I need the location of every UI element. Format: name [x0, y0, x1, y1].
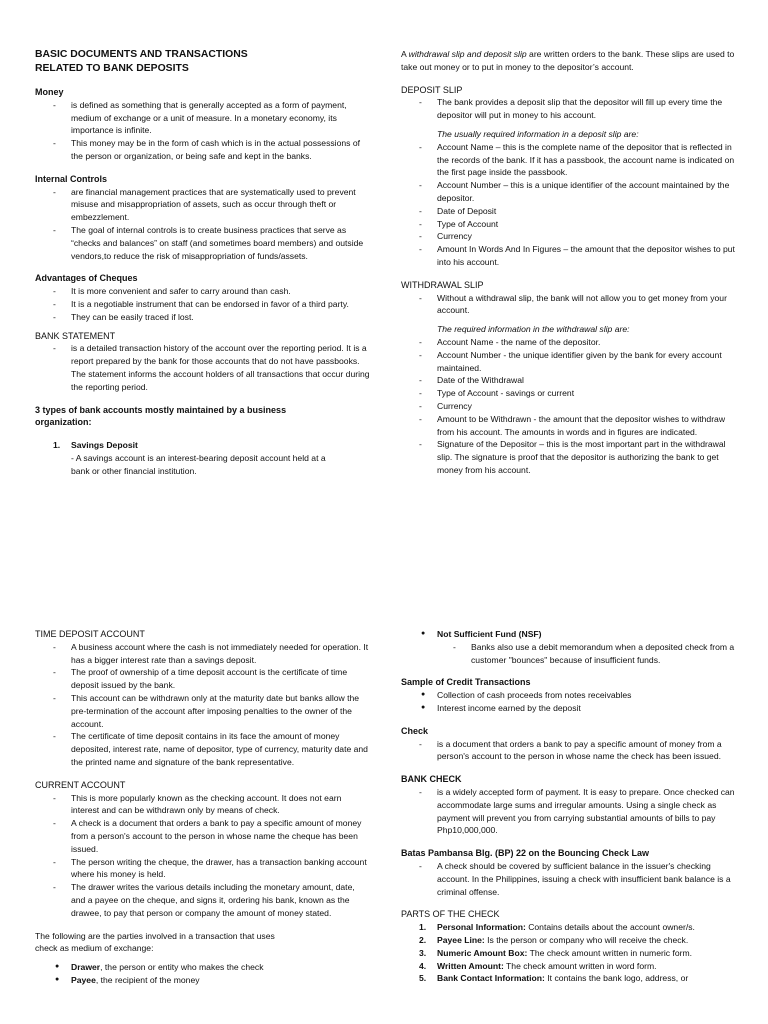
list-item: - The goal of internal controls is to create business practices that serve as “checks and balances” on staff (and sometimes board members) and outside vendors,to reduce the risk of misappropriation of funds/assets.: [35, 224, 370, 262]
document-title: BASIC DOCUMENTS AND TRANSACTIONS RELATED TO BANK DEPOSITS: [35, 49, 248, 74]
list-item: 4. Written Amount: The check amount written in word form.: [419, 960, 657, 971]
list-item: ● Payee, the recipient of the money: [35, 974, 370, 987]
list-item: - A business account where the cash is not immediately needed for operation. It has a bigger interest rate than a savings deposit.: [35, 641, 370, 667]
parts-of-check-heading: PARTS OF THE CHECK: [401, 909, 500, 920]
list-item: 3. Numeric Amount Box: The check amount written in numeric form.: [419, 947, 693, 958]
savings-deposit-text: - A savings account is an interest-bearing deposit account held at a bank or other financial institution.: [71, 452, 326, 476]
check-heading: Check: [401, 725, 429, 736]
account-types-heading: 3 types of bank accounts mostly maintained by a business organization:: [35, 404, 287, 428]
bank-check-list: [401, 786, 736, 837]
list-item: - Account Name - the name of the depositor.: [401, 336, 736, 349]
list-item: - is a document that orders a bank to pay a specific amount of money from a person's account to the person in whose name the check has been issued.: [401, 738, 736, 764]
internal-controls-heading: Internal Controls: [35, 173, 108, 184]
list-item: - Currency: [401, 400, 736, 413]
list-item: - The drawer writes the various details including the monetary amount, date, and a payee on the cheque, and signs it, ordering his bank, known as the drawee, to pay that person or company the amount of money stated.: [35, 881, 370, 919]
time-deposit-heading: TIME DEPOSIT ACCOUNT: [35, 629, 145, 639]
list-item: ● Drawer, the person or entity who makes the check: [35, 961, 370, 974]
account-types-list: [35, 439, 370, 477]
deposit-slip-info-list: [401, 141, 736, 269]
nsf-sublist: [401, 641, 736, 667]
cheques-heading: Advantages of Cheques: [35, 273, 138, 284]
cheques-list: [35, 285, 370, 323]
money-list: [35, 99, 370, 163]
list-item: - is defined as something that is generally accepted as a form of payment, medium of exchange or a unit of measure. In a monetary economy, its importance is infinite.: [35, 99, 370, 137]
nsf-list: [401, 628, 736, 641]
slips-intro: A withdrawal slip and deposit slip are written orders to the bank. These slips are used to take out money or to put in money to the depositor’s account.: [401, 49, 735, 72]
page1-right-column: [401, 48, 736, 477]
credit-transactions-heading: Sample of Credit Transactions: [401, 677, 531, 688]
deposit-slip-list: [401, 96, 736, 122]
list-item: - This money may be in the form of cash which is in the actual possessions of the person or organization, or being safe and kept in the banks.: [35, 137, 370, 163]
bank-statement-heading: BANK STATEMENT: [35, 330, 116, 341]
list-item: - This account can be withdrawn only at the maturity date but banks allow the pre-termination of the account after imposing penalties to the owner of the account.: [35, 692, 370, 730]
bank-check-heading: BANK CHECK: [401, 774, 462, 785]
list-item: 5. Bank Contact Information: It contains the bank logo, address, or: [419, 973, 689, 984]
bp22-list: [401, 860, 736, 898]
money-heading: Money: [35, 87, 64, 97]
bp22-heading: Batas Pambansa Blg. (BP) 22 on the Bouncing Check Law: [401, 848, 650, 859]
list-item: - The bank provides a deposit slip that the depositor will fill up every time the depositor will put in money to his account.: [401, 96, 736, 122]
page2-right-column: [401, 628, 736, 985]
parts-of-check-list: [401, 921, 736, 985]
withdrawal-slip-heading: WITHDRAWAL SLIP: [401, 279, 484, 290]
list-item: - is a detailed transaction history of the account over the reporting period. It is a report prepared by the bank for those accounts that do not have passbooks. The statement informs the account holders of all transactions that occur during the reporting period.: [35, 342, 370, 393]
list-item: - Amount to be Withdrawn - the amount that the depositor wishes to withdraw from his account. The amounts in words and in figures are indicated.: [401, 413, 736, 439]
list-item: - The person writing the cheque, the drawer, has a transaction banking account where his money is held.: [35, 856, 370, 882]
list-item: - They can be easily traced if lost.: [35, 311, 370, 324]
internal-controls-list: [35, 186, 370, 263]
list-item: - Date of Deposit: [401, 205, 736, 218]
list-item: - A check is a document that orders a bank to pay a specific amount of money from a person's account to the person in whose name the cheque has been issued.: [35, 817, 370, 855]
list-item: - The proof of ownership of a time deposit account is the certificate of time deposit issued by the bank.: [35, 666, 370, 692]
list-item: - Type of Account - savings or current: [401, 387, 736, 400]
deposit-slip-heading: DEPOSIT SLIP: [401, 84, 463, 95]
list-item: - Account Number – this is a unique identifier of the account maintained by the depositor.: [401, 179, 736, 205]
current-account-heading: CURRENT ACCOUNT: [35, 779, 126, 790]
deposit-slip-info-intro: The usually required information in a deposit slip are:: [437, 128, 639, 139]
time-deposit-list: [35, 641, 370, 769]
list-item: - A check should be covered by sufficient balance in the issuer's checking account. In the Philippines, issuing a check with insufficient bank balance is a criminal offense.: [401, 860, 736, 898]
list-item: - Currency: [401, 230, 736, 243]
savings-deposit-title: Savings Deposit: [71, 440, 138, 451]
list-item: - This is more popularly known as the checking account. It does not earn interest and can be withdrawn only by means of check.: [35, 792, 370, 818]
list-item: - Banks also use a debit memorandum when a deposited check from a customer "bounces" because of insufficient funds.: [401, 641, 736, 667]
list-item: 1. Personal Information: Contains details about the account owner/s.: [419, 922, 695, 933]
list-item: - Type of Account: [401, 218, 736, 231]
list-item: ● Collection of cash proceeds from notes receivables: [401, 689, 736, 702]
current-account-list: [35, 792, 370, 920]
page1-left-column: [35, 48, 370, 478]
list-item: - are financial management practices that are systematically used to prevent misuse and misappropriation of assets, such as occur through theft or embezzlement.: [35, 186, 370, 224]
list-item: - is a widely accepted form of payment. It is easy to prepare. Once checked can accommodate large sums and irregular amounts. Using a single check as payment will prevent you from carrying substantial amounts of bills to pay Php10,000,000.: [401, 786, 736, 837]
list-item: - The certificate of time deposit contains in its face the amount of money deposited, interest rate, name of depositor, type of currency, maturity date and the printed name and signature of the bank representative.: [35, 730, 370, 768]
page2-left-column: [35, 628, 370, 987]
withdrawal-slip-list: [401, 292, 736, 318]
list-item: ● Interest income earned by the deposit: [401, 702, 736, 715]
list-item: - It is more convenient and safer to carry around than cash.: [35, 285, 370, 298]
withdrawal-slip-info-list: [401, 336, 736, 477]
credit-transactions-list: [401, 689, 736, 715]
list-item: - Signature of the Depositor – this is the most important part in the withdrawal slip. The signature is proof that the depositor is authorizing the bank to get money from his account.: [401, 438, 736, 476]
parties-list: [35, 961, 370, 987]
list-item: - Amount In Words And In Figures – the amount that the depositor wishes to put into his account.: [401, 243, 736, 269]
bank-statement-list: [35, 342, 370, 393]
check-list: [401, 738, 736, 764]
list-item: 1. Savings Deposit: [53, 440, 138, 451]
parties-intro: The following are the parties involved in a transaction that uses check as medium of exchange:: [35, 930, 275, 954]
list-item: - Account Name – this is the complete name of the depositor that is reflected in the records of the bank. If it has a passbook, the account name is indicated on the first page inside the passbook.: [401, 141, 736, 179]
list-item: 2. Payee Line: Is the person or company who will receive the check.: [419, 934, 689, 945]
list-item: - It is a negotiable instrument that can be endorsed in favor of a third party.: [35, 298, 370, 311]
list-item: ● Not Sufficient Fund (NSF): [401, 628, 736, 641]
withdrawal-slip-info-intro: The required information in the withdrawal slip are:: [437, 324, 630, 335]
list-item: - Without a withdrawal slip, the bank will not allow you to get money from your account.: [401, 292, 736, 318]
list-item: - Date of the Withdrawal: [401, 374, 736, 387]
list-item: - Account Number - the unique identifier given by the bank for every account maintained.: [401, 349, 736, 375]
